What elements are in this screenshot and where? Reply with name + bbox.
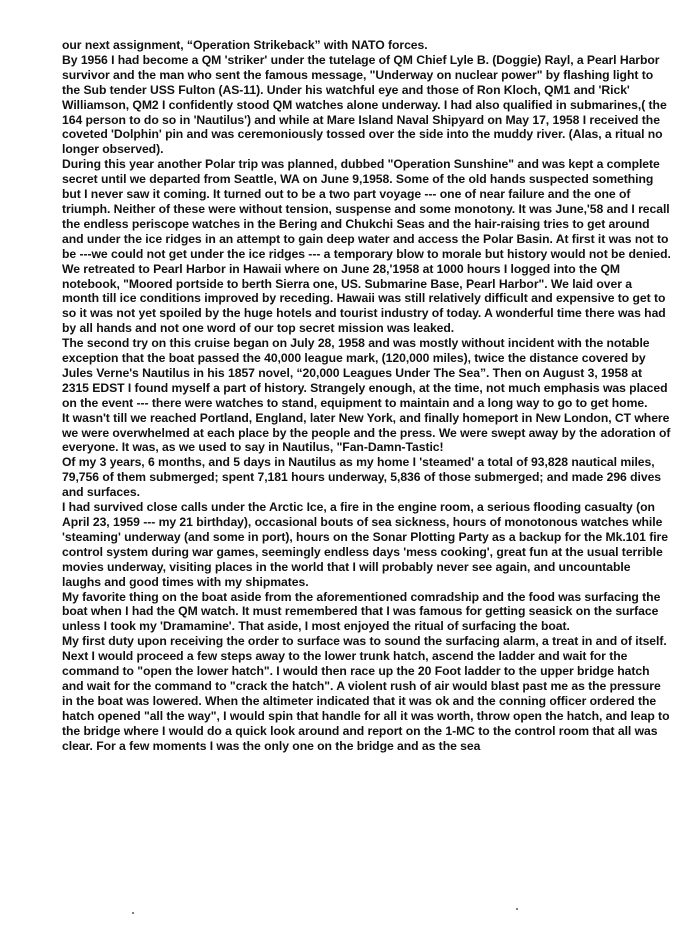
paragraph-assignment: our next assignment, “Operation Strikeback” with NATO forces. <box>62 38 428 52</box>
paragraph-second-try: The second try on this cruise began on July 28, 1958 and was mostly without incident with the notable exception that the boat passed the 40,000 league mark, (120,000 miles), twice the distance covered by Jules Verne's Nautilus in his 1857 novel, “20,000 Leagues Under The Sea”. Then on August 3, 1958 at 2315 EDST I found myself a part of history. Strangely enough, at the time, not much emphasis was placed on the event --- there were watches to stand, equipment to maintain and a long way to go to get home. <box>62 336 668 410</box>
scan-speck <box>516 908 518 910</box>
paragraph-close-calls: I had survived close calls under the Arctic Ice, a fire in the engine room, a serious flooding casualty (on April 23, 1959 --- my 21 birthday), occasional bouts of sea sickness, hours of monotonous watches while 'steaming' underway (and some in port), hours on the Sonar Plotting Party as a backup for the Mk.101 fire control system during war games, seemingly endless days 'mess cooking', great fun at the usual terrible movies underway, visiting places in the world that I will probably never see again, and uncountable laughs and good times with my shipmates. <box>62 500 668 589</box>
scan-speck <box>132 912 134 914</box>
paragraph-operation-sunshine: During this year another Polar trip was planned, dubbed "Operation Sunshine" and was kept a complete secret until we departed from Seattle, WA on June 9,1958. Some of the old hands suspected something but I never saw it coming. It turned out to be a two part voyage --- one of near failure and the one of triumph. Neither of these were without tension, suspense and some monotony. It was June,'58 and I recall the endless periscope watches in the Bering and Chukchi Seas and the hair-raising tries to get around and under the ice ridges in an attempt to gain deep water and access the Polar Basin. At first it was not to be ---we could not get under the ice ridges --- a temporary blow to morale but history would not be denied. We retreated to Pearl Harbor in Hawaii where on June 28,'1958 at 1000 hours I logged into the QM notebook, "Moored portside to berth Sierra one, US. Submarine Base, Pearl Harbor". We laid over a month till ice conditions improved by receding. Hawaii was still relatively difficult and expensive to get to so it was not yet spoiled by the huge hotels and tourist industry of today. A wonderful time there was had by all hands and not one word of our top secret mission was leaked. <box>62 157 671 336</box>
paragraph-favorite-thing: My favorite thing on the boat aside from the aforementioned comradship and the food was surfacing the boat when I had the QM watch. It must remembered that I was famous for getting seasick on the surface unless I took my 'Dramamine'. That aside, I most enjoyed the ritual of surfacing the boat. <box>62 589 661 634</box>
document-page <box>62 38 672 754</box>
paragraph-statistics: Of my 3 years, 6 months, and 5 days in Nautilus as my home I 'steamed' a total of 93,828 nautical miles, 79,756 of them submerged; spent 7,181 hours underway, 5,836 of those submerged; and made 296 dives and surfaces. <box>62 455 662 500</box>
paragraph-homeport: It wasn't till we reached Portland, England, later New York, and finally homeport in New London, CT where we were overwhelmed at each place by the people and the press. We were swept away by the adoration of everyone. It was, as we used to say in Nautilus, "Fan-Damn-Tastic! <box>62 410 671 455</box>
paragraph-striker: By 1956 I had become a QM 'striker' under the tutelage of QM Chief Lyle B. (Doggie) Rayl, a Pearl Harbor survivor and the man who sent the famous message, "Underway on nuclear power" by flashing light to the Sub tender USS Fulton (AS-11). Under his watchful eye and those of Ron Kloch, QM1 and 'Rick' Williamson, QM2 I confidently stood QM watches alone underway. I had also qualified in submarines,( the 164 person to do so in 'Nautilus') and while at Mare Island Naval Shipyard on May 17, 1958 I received the coveted 'Dolphin' pin and was ceremoniously tossed over the side into the muddy river. (Alas, a ritual no longer observed). <box>62 52 667 157</box>
paragraph-first-duty: My first duty upon receiving the order to surface was to sound the surfacing alarm, a treat in and of itself. Next I would proceed a few steps away to the lower trunk hatch, ascend the ladder and wait for the command to "open the lower hatch". I would then race up the 20 Foot ladder to the upper bridge hatch and wait for the command to "crack the hatch". A violent rush of air would blast past me as the pressure in the boat was lowered. When the altimeter indicated that it was ok and the conning officer ordered the hatch opened "all the way", I would spin that handle for all it was worth, throw open the hatch, and leap to the bridge where I would do a quick look around and report on the 1-MC to the control room that all was clear. For a few moments I was the only one on the bridge and as the sea <box>62 634 670 753</box>
